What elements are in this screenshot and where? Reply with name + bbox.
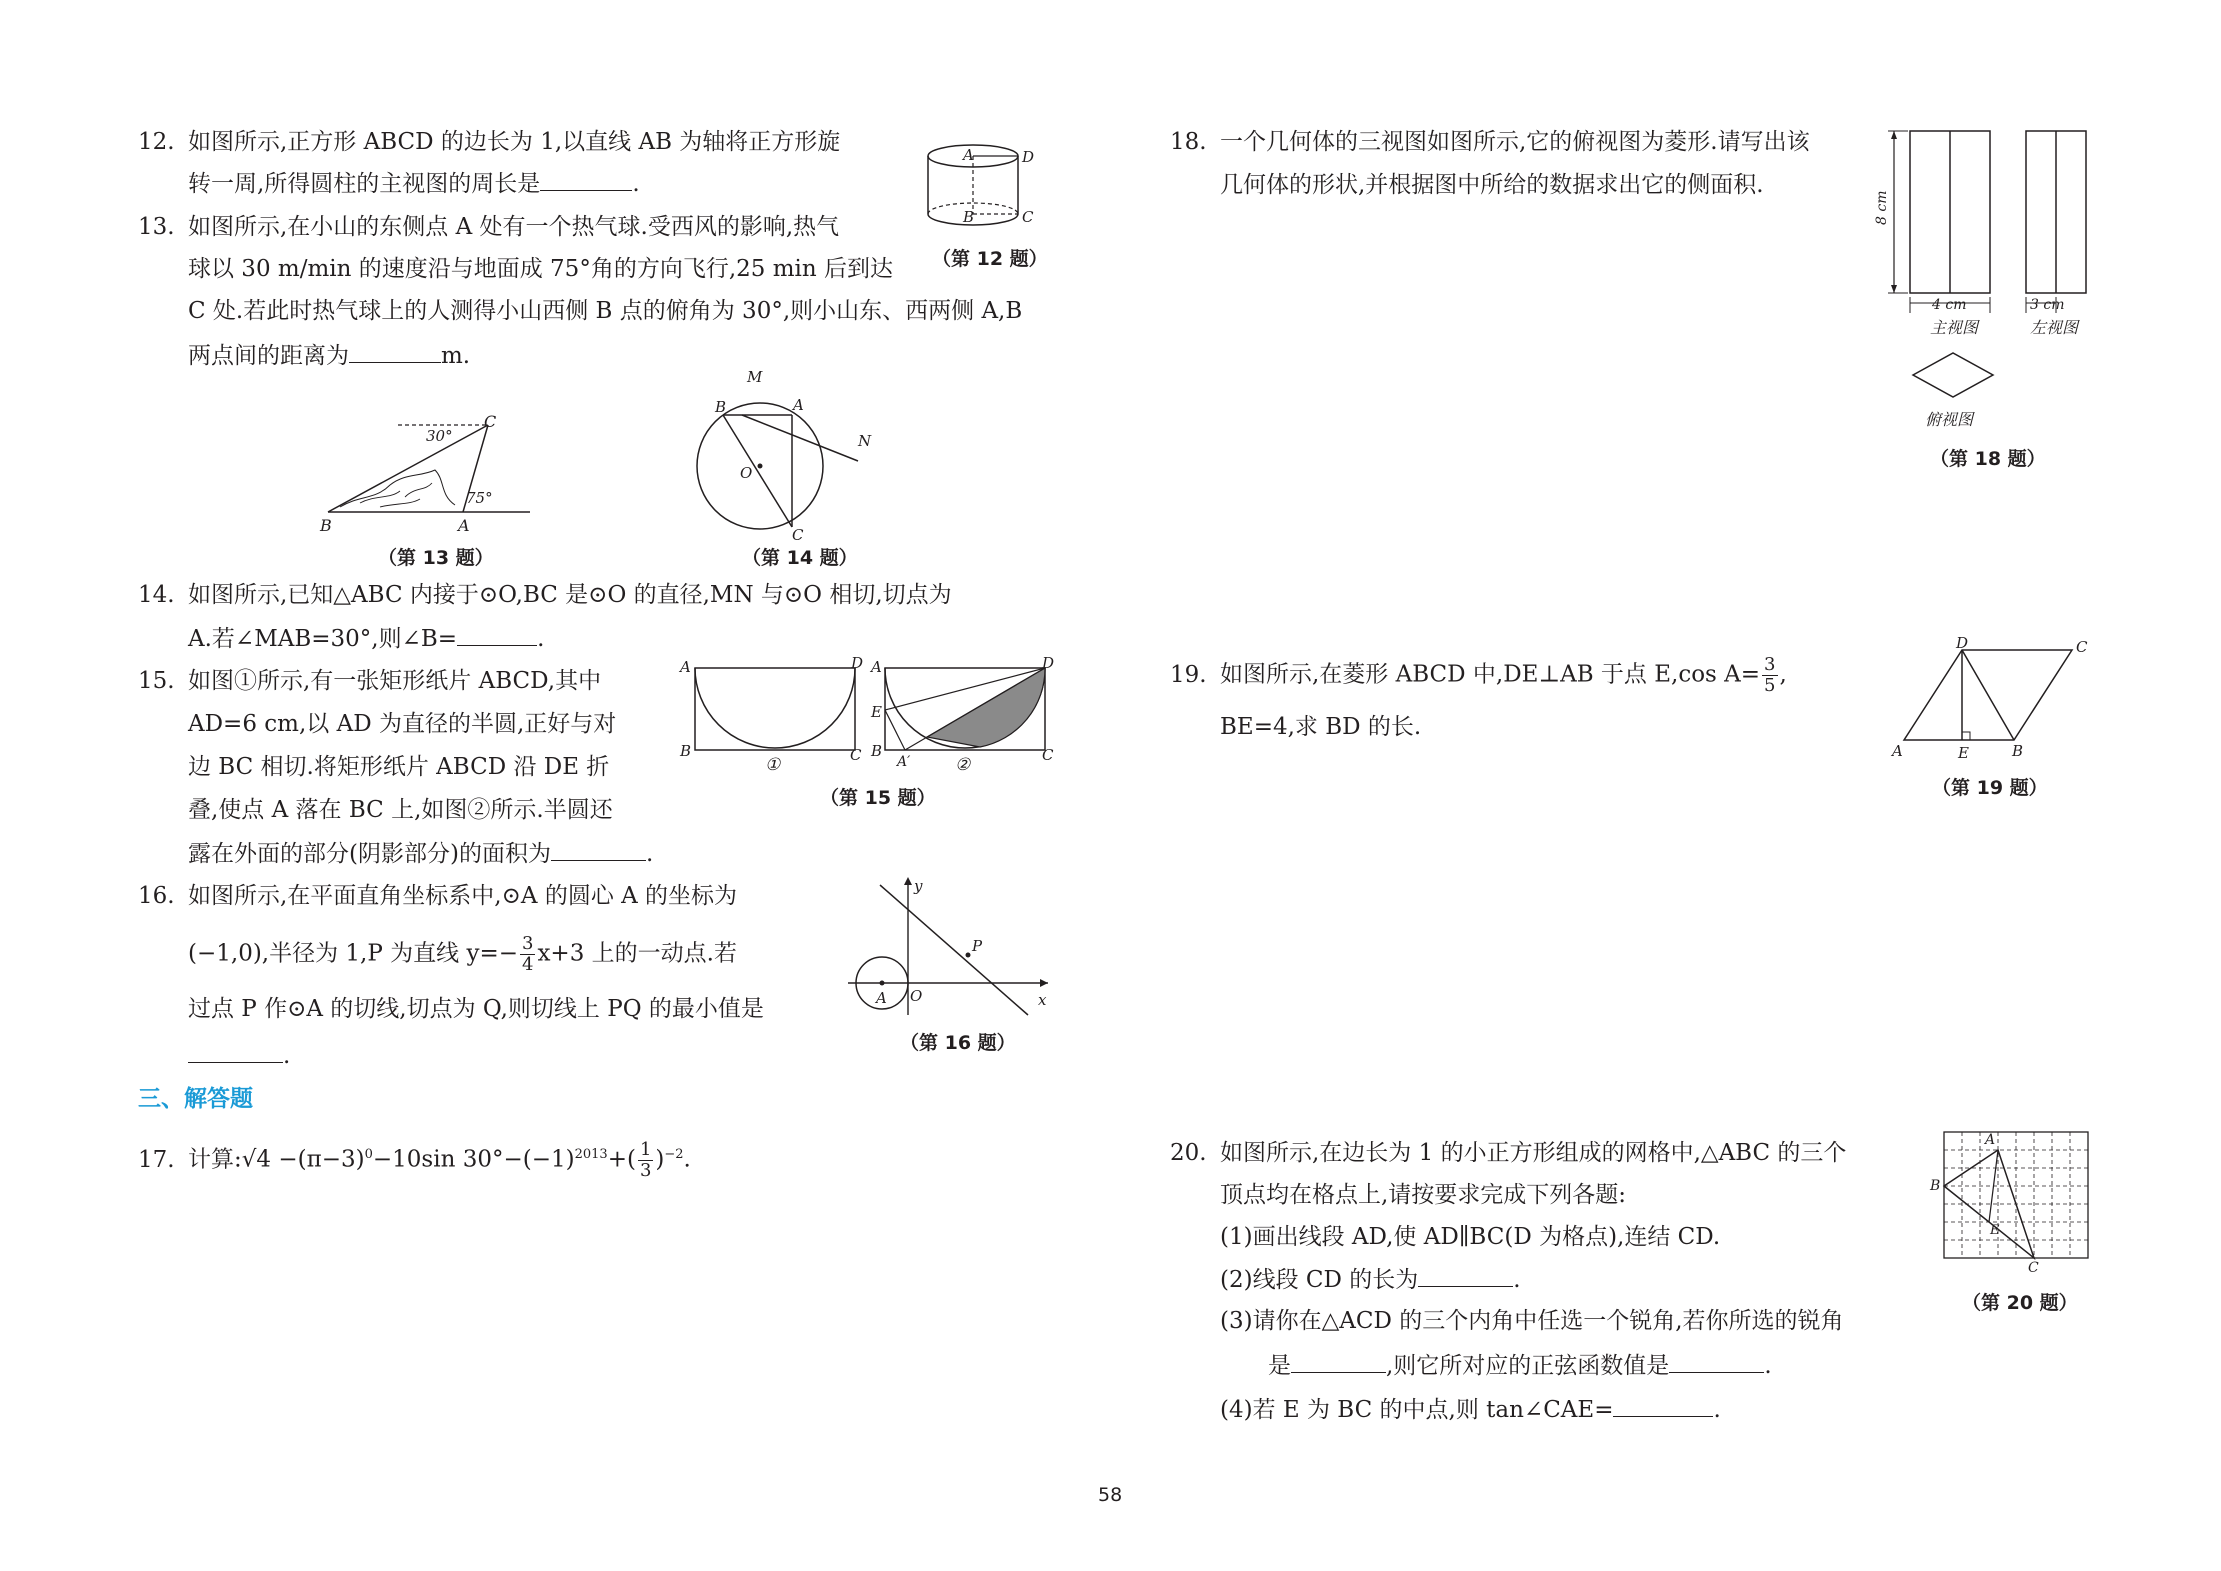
q18-top-view-rhombus bbox=[1905, 345, 2005, 429]
svg-text:D: D bbox=[1022, 148, 1035, 166]
q20-line2: 顶点均在格点上,请按要求完成下列各题: bbox=[1220, 1182, 1627, 1208]
caption-q20: （第 20 题） bbox=[1962, 1292, 2078, 1314]
fig-label-2: ② bbox=[955, 755, 971, 775]
svg-text:E: E bbox=[871, 703, 882, 721]
q16-line1: 16. 如图所示,在平面直角坐标系中,⊙A 的圆心 A 的坐标为 bbox=[138, 883, 738, 909]
answer-blank[interactable] bbox=[1613, 1394, 1713, 1417]
q18-three-views-figure bbox=[1874, 125, 2110, 337]
q13-line2: 球以 30 m/min 的速度沿与地面成 75°角的方向飞行,25 min 后到达 bbox=[188, 256, 893, 282]
svg-text:A: A bbox=[871, 658, 882, 676]
q20-part3-cont: 是 ,则它所对应的正弦函数值是 . bbox=[1268, 1350, 1772, 1381]
svg-text:C: C bbox=[2028, 1260, 2039, 1276]
svg-text:D: D bbox=[1042, 654, 1055, 672]
svg-text:M: M bbox=[747, 368, 763, 386]
svg-text:A′: A′ bbox=[897, 754, 911, 770]
q14-line2: A.若∠MAB=30°,则∠B= . bbox=[188, 623, 544, 654]
svg-text:A: A bbox=[876, 989, 887, 1007]
q15-line1: 15. 如图①所示,有一张矩形纸片 ABCD,其中 bbox=[138, 668, 602, 694]
svg-text:A: A bbox=[458, 516, 470, 535]
q14-circle-figure bbox=[695, 368, 875, 544]
q13-line3: C 处.若此时热气球上的人测得小山西侧 B 点的俯角为 30°,则小山东、西两侧 A,B bbox=[188, 298, 1023, 324]
label-top-view: 俯视图 bbox=[1925, 410, 1974, 429]
q12-line1: 12. 如图所示,正方形 ABCD 的边长为 1,以直线 AB 为轴将正方形旋 bbox=[138, 129, 841, 155]
dim-width-front: 4 cm bbox=[1932, 297, 1967, 313]
svg-text:A: A bbox=[1892, 742, 1903, 760]
page-number: 58 bbox=[1098, 1484, 1123, 1506]
q20-part3: (3)请你在△ACD 的三个内角中任选一个锐角,若你所选的锐角 bbox=[1220, 1308, 1844, 1334]
caption-q16: （第 16 题） bbox=[900, 1032, 1016, 1054]
caption-q13: （第 13 题） bbox=[378, 547, 494, 569]
svg-text:O: O bbox=[740, 464, 753, 482]
q20-part4: (4)若 E 为 BC 的中点,则 tan∠CAE= . bbox=[1220, 1394, 1721, 1425]
q16-line3: 过点 P 作⊙A 的切线,切点为 Q,则切线上 PQ 的最小值是 bbox=[188, 996, 764, 1022]
q15-rectangle-figures bbox=[680, 654, 1060, 780]
answer-blank[interactable] bbox=[188, 1040, 283, 1063]
svg-text:N: N bbox=[858, 432, 872, 450]
caption-q12: （第 12 题） bbox=[932, 248, 1048, 270]
svg-text:P: P bbox=[972, 937, 983, 955]
label-front-view: 主视图 bbox=[1930, 318, 1979, 337]
answer-blank[interactable] bbox=[457, 623, 537, 646]
svg-text:75°: 75° bbox=[466, 489, 493, 507]
q12-line2: 转一周,所得圆柱的主视图的周长是 . bbox=[188, 168, 640, 199]
svg-text:D: D bbox=[1956, 634, 1969, 652]
svg-text:B: B bbox=[320, 516, 332, 535]
fraction-3-4: $\frac{3}{4}$ bbox=[522, 933, 534, 975]
q14-line1: 14. 如图所示,已知△ABC 内接于⊙O,BC 是⊙O 的直径,MN 与⊙O 相切,切点为 bbox=[138, 582, 952, 608]
q18-line2: 几何体的形状,并根据图中所给的数据求出它的侧面积. bbox=[1220, 172, 1764, 198]
svg-text:30°: 30° bbox=[426, 427, 453, 445]
q19-line1: 19. 如图所示,在菱形 ABCD 中,DE⊥AB 于点 E,cos A= $\frac{3}{5}$ , bbox=[1170, 654, 1787, 696]
svg-text:y: y bbox=[914, 877, 923, 895]
q16-line2: (−1,0),半径为 1,P 为直线 y=− $\frac{3}{4}$ x+3 上的一动点.若 bbox=[188, 933, 737, 975]
caption-q19: （第 19 题） bbox=[1932, 777, 2048, 799]
label-side-view: 左视图 bbox=[2030, 318, 2079, 337]
svg-text:B: B bbox=[680, 742, 692, 760]
q20-grid-figure bbox=[1930, 1128, 2100, 1278]
q13-line1: 13. 如图所示,在小山的东侧点 A 处有一个热气球.受西风的影响,热气 bbox=[138, 214, 840, 240]
svg-text:C: C bbox=[850, 746, 862, 764]
svg-text:E: E bbox=[1958, 744, 1969, 762]
q20-line1: 20. 如图所示,在边长为 1 的小正方形组成的网格中,△ABC 的三个 bbox=[1170, 1140, 1847, 1166]
svg-text:C: C bbox=[1022, 208, 1034, 226]
q15-line2: AD=6 cm,以 AD 为直径的半圆,正好与对 bbox=[188, 711, 617, 737]
q20-part1: (1)画出线段 AD,使 AD∥BC(D 为格点),连结 CD. bbox=[1220, 1224, 1721, 1250]
svg-text:B: B bbox=[715, 398, 727, 416]
svg-text:C: C bbox=[792, 526, 804, 544]
svg-text:E: E bbox=[1990, 1223, 2000, 1238]
answer-blank[interactable] bbox=[540, 168, 632, 191]
svg-text:B: B bbox=[1930, 1178, 1941, 1194]
dim-height: 8 cm bbox=[1874, 190, 1890, 225]
q15-line5: 露在外面的部分(阴影部分)的面积为 . bbox=[188, 838, 653, 869]
svg-text:A: A bbox=[1985, 1132, 1996, 1148]
svg-text:x: x bbox=[1038, 991, 1047, 1009]
caption-q14: （第 14 题） bbox=[742, 547, 858, 569]
fraction-3-5: $\frac{3}{5}$ bbox=[1764, 654, 1776, 696]
svg-text:A: A bbox=[793, 396, 804, 414]
svg-text:A: A bbox=[680, 658, 691, 676]
answer-blank[interactable] bbox=[1291, 1350, 1386, 1373]
q16-line4: . bbox=[188, 1040, 290, 1071]
svg-text:B: B bbox=[2012, 742, 2024, 760]
dim-width-side: 3 cm bbox=[2030, 297, 2065, 313]
answer-blank[interactable] bbox=[349, 340, 441, 363]
q13-mountain-figure bbox=[320, 412, 540, 535]
caption-q15: （第 15 题） bbox=[820, 787, 936, 809]
answer-blank[interactable] bbox=[1418, 1264, 1513, 1287]
q15-line4: 叠,使点 A 落在 BC 上,如图②所示.半圆还 bbox=[188, 797, 613, 823]
answer-blank[interactable] bbox=[551, 838, 646, 861]
fig-label-1: ① bbox=[765, 755, 781, 775]
answer-blank[interactable] bbox=[1669, 1350, 1764, 1373]
svg-text:O: O bbox=[910, 987, 923, 1005]
q19-line2: BE=4,求 BD 的长. bbox=[1220, 714, 1422, 740]
svg-text:B: B bbox=[963, 208, 975, 226]
q17-line: 17. 计算:√4 $-(\pi-3)^0-10\sin$ $30^\circ-(-1)^{2013}+$( $\frac{1}{3}$ )$^{-2}$. bbox=[138, 1139, 691, 1182]
q15-line3: 边 BC 相切.将矩形纸片 ABCD 沿 DE 折 bbox=[188, 754, 610, 780]
svg-text:B: B bbox=[871, 742, 883, 760]
svg-text:C: C bbox=[2076, 638, 2088, 656]
fraction-1-3: $\frac{1}{3}$ bbox=[639, 1139, 652, 1182]
q13-line4: 两点间的距离为 m. bbox=[188, 340, 470, 371]
section-title: 三、解答题 bbox=[138, 1086, 253, 1112]
q16-coordinate-figure bbox=[848, 875, 1068, 1015]
svg-text:C: C bbox=[1042, 746, 1054, 764]
q19-rhombus-figure bbox=[1888, 634, 2098, 768]
q20-part2: (2)线段 CD 的长为 . bbox=[1220, 1264, 1521, 1295]
q18-line1: 18. 一个几何体的三视图如图所示,它的俯视图为菱形.请写出该 bbox=[1170, 129, 1810, 155]
svg-text:D: D bbox=[851, 654, 864, 672]
svg-text:C: C bbox=[484, 412, 497, 431]
caption-q18: （第 18 题） bbox=[1930, 448, 2046, 470]
svg-text:A: A bbox=[963, 146, 974, 164]
q12-cylinder-figure bbox=[918, 138, 1058, 238]
